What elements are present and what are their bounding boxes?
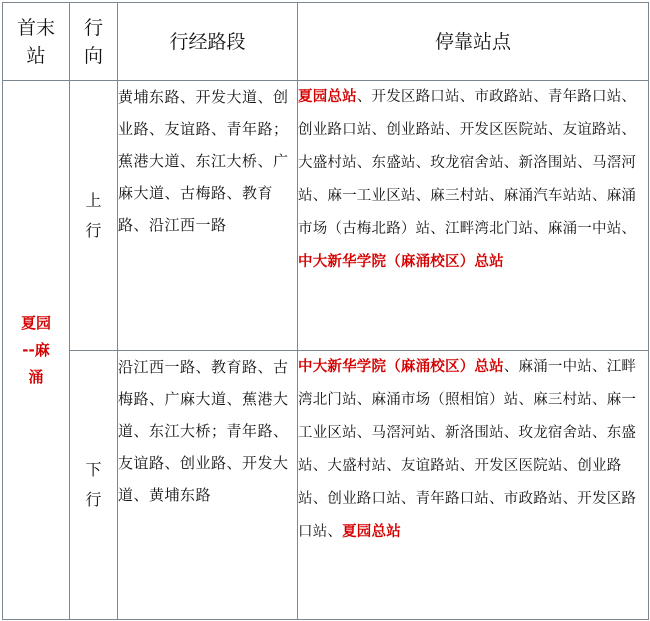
- direction-downbound-line1: 下: [85, 460, 102, 479]
- direction-upbound-line1: 上: [85, 190, 102, 210]
- header-endpoints: [3, 3, 70, 81]
- direction-downbound-line2: 行: [85, 490, 102, 509]
- header-endpoints-line1: 首末: [16, 16, 55, 39]
- endpoints-line1: 夏园: [20, 313, 51, 332]
- segment-cell-downbound: 沿江西一路、教育路、古梅路、广麻大道、蕉港大道、东江大桥；青年路、友谊路、创业路、开发大道、黄埔东路: [118, 351, 298, 620]
- table-row-upbound: [3, 81, 649, 351]
- header-direction: [70, 3, 118, 81]
- stops-cell-upbound: [298, 81, 649, 351]
- stops-downbound-terminus: 夏园总站: [342, 524, 401, 540]
- stops-upbound-origin: 夏园总站: [298, 89, 357, 105]
- endpoints-cell: [3, 81, 70, 620]
- direction-cell-downbound: [70, 351, 118, 620]
- stops-cell-downbound: [298, 351, 649, 620]
- endpoints-line3: 涌: [28, 367, 44, 386]
- direction-upbound-line2: 行: [85, 220, 102, 240]
- header-direction-line1: 行: [83, 16, 103, 39]
- table-row-downbound: [3, 351, 649, 620]
- header-segment: 行经路段: [118, 3, 298, 81]
- header-direction-line2: 向: [83, 44, 103, 67]
- header-row: [3, 3, 649, 81]
- endpoints-line2: --麻: [22, 340, 50, 359]
- route-table: [2, 2, 649, 620]
- segment-cell-upbound: 黄埔东路、开发大道、创业路、友谊路、青年路；蕉港大道、东江大桥、广麻大道、古梅路、教育路、沿江西一路: [118, 81, 298, 351]
- stops-downbound-list: 、麻涌一中站、江畔湾北门站、麻涌市场（照相馆）站、麻三村站、麻一工业区站、马滘河站、新洛围站、玫龙宿舍站、东盛站、大盛村站、友谊路站、开发区医院站、创业路站、创业路口站、青年路口站、市政路站、开发区路口站、: [298, 359, 637, 540]
- header-endpoints-line2: 站: [26, 44, 46, 67]
- stops-upbound-list: 、开发区路口站、市政路站、青年路口站、创业路口站、创业路站、开发区医院站、友谊路站、大盛村站、东盛站、玫龙宿舍站、新洛围站、马滘河站、麻一工业区站、麻三村站、麻涌汽车站站、麻涌市场（古梅北路）站、江畔湾北门站、麻涌一中站、: [298, 89, 637, 237]
- header-stops: 停靠站点: [298, 3, 649, 81]
- direction-cell-upbound: [70, 81, 118, 351]
- stops-upbound-terminus: 中大新华学院（麻涌校区）总站: [298, 254, 504, 270]
- stops-downbound-origin: 中大新华学院（麻涌校区）总站: [298, 359, 504, 375]
